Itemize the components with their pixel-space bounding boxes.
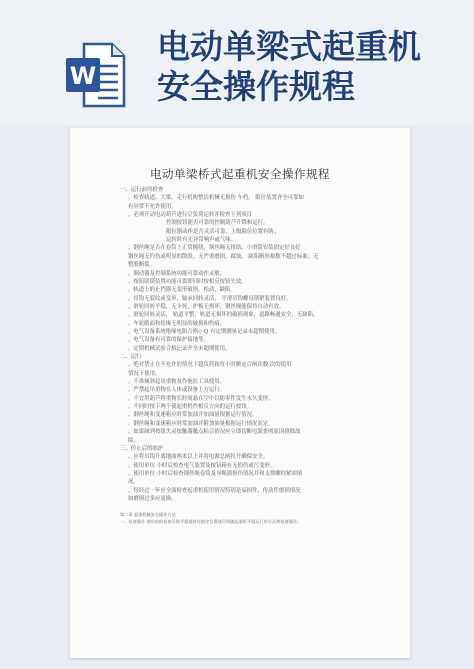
document-footer-line: 第二章 起重机械安全操作方法 [120, 512, 176, 518]
document-line: 。滑轮回转灵活， 轨道平整，轨道无损坏的破损现象，道路畅通安全，无缺陷。 [128, 312, 319, 319]
document-line: 钢丝绳无钓伤或明显的散股、无严重磨损，腐蚀， 缺陷断丝根数不超过标准；无 [128, 253, 319, 260]
document-line: 整股断裂。 [128, 262, 155, 269]
document-line: 。必须开动电动葫芦进行空负荷运转并检查下列项目 [128, 212, 252, 219]
document-line: 二、运行 [120, 354, 142, 360]
document-page [70, 128, 410, 658]
document-line: 。电气设备系统绝缘电阻合格◇ Q 有定期测量记录未超期使用。 [128, 328, 281, 335]
document-line: 况。 [128, 479, 139, 486]
document-line: 。严禁起吊重物在人体或设备上方运行。 [128, 387, 226, 394]
document-line: 。钢丝绳和变速箱应时常加油并加油量根据运行情况。 [128, 412, 258, 419]
document-line: 一、运行前的检查 [120, 187, 164, 193]
document-line: 。车轮踏面和轮缘无明显的破损和伤痕。 [128, 320, 226, 327]
document-line: 控制按钮能否可靠的控制葫芦升降和运行。 [166, 220, 269, 227]
document-line: 。不准倾斜起吊重物及作拖拉工具使用。 [128, 379, 226, 386]
page-title-line-1: 电动单梁式起重机 [157, 27, 421, 66]
document-title: 电动单梁桥式起重机安全操作规程 [150, 167, 330, 181]
document-line: 。不宜用葫芦将重物长时间悬在空中以防零件发生永久变形。 [128, 395, 274, 402]
document-line: 。使用单位 小时后检查钢丝绳卷筒及导绳器损伤情况并和支撑螺栓紧固情 [128, 470, 303, 477]
page-title [157, 27, 467, 107]
document-line: 。每经过一年应全面检查起重机使用情况特别是易损件、传动件磨损情况 [128, 487, 301, 494]
document-line: 障。 [128, 437, 139, 444]
document-line: 。电气设备有可靠的保护接地等。 [128, 337, 209, 344]
document-line: 。制动器及控制系统功能可靠动作灵敏。 [128, 270, 226, 277]
document-line: 情况下使用。 [128, 370, 161, 377]
document-line: 。钢丝绳和变速箱应时常加油并附加油量根据运行情况而定。 [128, 420, 274, 427]
document-line: 限位器动作是否灵活可靠，上级限位位置有防； [166, 228, 280, 235]
word-document-icon [64, 40, 126, 110]
document-line: 。如果碰到按钮失灵按触器触点粘合情况应立即切断电源查明原因排除故 [128, 429, 301, 436]
header-banner [0, 0, 474, 125]
page-title-line-2: 安全操作规程 [157, 67, 355, 106]
document-line: 。绝对禁止在不允许的情况下超负荷和每小时额定合闸次数 次的使用 [128, 362, 292, 369]
document-line: 。按钮联锁装置功能可靠即同时按相反按钮失效。 [128, 278, 247, 285]
document-line: 。使用单位 小时后检查电气装置及按钮箱有无损伤或污变形。 [128, 462, 276, 469]
document-line: 。滑轮回转平稳，无卡死，护板无损坏，钢丝绳能保持自动有效。 [128, 303, 285, 310]
document-line: 。应将吊钩升离地面两米以上并将电源总闸拉开确保安全。 [128, 454, 269, 461]
document-line: 。定期机械试验合格记录齐全未超期使用。 [128, 345, 231, 352]
document-line: 如磨损过多应更换。 [128, 495, 177, 502]
document-line: 。钢丝绳是否在卷筒上正常缠绕，钢丝绳无扭结、小滑筒安装固定好良好 [128, 245, 301, 252]
document-line: 三、停止后的维护 [120, 445, 164, 452]
document-line: 。轨道上的止挡器无变形破损，松动，缺陷。 [128, 287, 236, 294]
document-line: 运转时有无异常响声或气味。 [166, 237, 237, 244]
document-line: 。不同时按下两个使起重机作相反方向的运行按钮。 [128, 404, 252, 411]
document-line: 有异常不允许使用。 [128, 203, 177, 210]
document-line: 。吊钩无裂纹或变形，轴承回转灵活， 平滑吊钩螺母锁紧装置良好。 [128, 295, 292, 302]
document-footer-line: 一、检查操作 使用前的检查吊钩平稳地停在指定位置或吊钩随起重机平稳运行的方法和检查操作。 [120, 519, 302, 525]
document-line: 。检查轨道、大梁、走行机构整洁机械无损伤 车档。 限位装置齐全可靠如 [128, 195, 304, 202]
app-letter: W [69, 62, 97, 90]
